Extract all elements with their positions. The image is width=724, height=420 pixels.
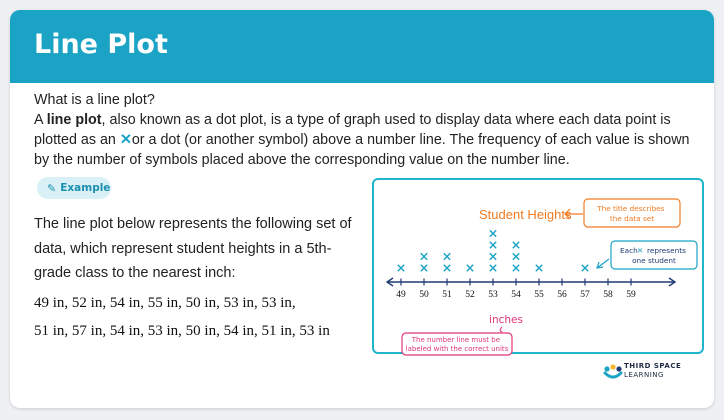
plot-cross-mark xyxy=(490,265,496,271)
line-plot-svg xyxy=(374,180,706,356)
tick-labels xyxy=(396,290,636,300)
tick-label: 50 xyxy=(419,290,429,300)
title-arrow xyxy=(565,209,583,219)
brand-line-1: THIRD SPACE xyxy=(624,362,682,370)
third-space-logo-icon xyxy=(603,361,623,381)
symbol-note: Each ✕ represents one student xyxy=(620,246,686,265)
plot-cross-mark xyxy=(444,253,450,259)
plot-cross-mark xyxy=(513,265,519,271)
brand-wordmark xyxy=(624,362,681,380)
plot-crosses xyxy=(398,230,588,271)
tick-label: 55 xyxy=(534,290,544,300)
intro-text xyxy=(34,90,699,170)
example-description: The line plot below represents the following set of data, which represent student heights in a 5th-grade class to the nearest inch: xyxy=(34,216,352,281)
plot-cross-mark xyxy=(513,242,519,248)
plot-cross-mark xyxy=(536,265,542,271)
data-line-1: 49 in, 52 in, 54 in, 55 in, 50 in, 53 in, 53 in, xyxy=(34,295,296,311)
definition-term: line plot xyxy=(46,112,102,128)
plot-cross-mark xyxy=(490,230,496,236)
tick-label: 49 xyxy=(396,290,406,300)
page-title: Line Plot xyxy=(34,29,168,60)
cross-icon: ✕ xyxy=(637,246,644,255)
data-line-2: 51 in, 57 in, 54 in, 53 in, 50 in, 54 in, 51 in, 53 in xyxy=(34,323,330,339)
tick-label: 57 xyxy=(580,290,590,300)
tick-label: 54 xyxy=(511,290,521,300)
definition-prefix: A xyxy=(34,112,47,128)
definition-middle: , also known as a dot plot, is a type of graph used to display data where each data point is plotted as an xyxy=(34,112,671,148)
plot-cross-mark xyxy=(582,265,588,271)
line-plot-figure xyxy=(372,178,704,354)
tick-label: 56 xyxy=(557,290,567,300)
tick-label: 53 xyxy=(488,290,498,300)
plot-cross-mark xyxy=(421,253,427,259)
tick-label: 58 xyxy=(603,290,613,300)
tick-label: 51 xyxy=(442,290,452,300)
title-note: The title describes the data set xyxy=(597,204,665,223)
pencil-icon: ✎ xyxy=(47,181,57,195)
tick-label: 59 xyxy=(626,290,636,300)
brand-line-2: LEARNING xyxy=(624,371,664,379)
intro-question: What is a line plot? xyxy=(34,92,155,108)
plot-cross-mark xyxy=(421,265,427,271)
number-line xyxy=(387,278,675,286)
brand-logo xyxy=(603,361,713,391)
plot-cross-mark xyxy=(513,253,519,259)
plot-cross-mark xyxy=(490,253,496,259)
symbol-note-arrow xyxy=(597,259,609,268)
lesson-card xyxy=(10,10,714,408)
header-banner xyxy=(10,10,714,83)
definition-suffix: or a dot (or another symbol) above a number line. The frequency of each value is shown by the number of symbols placed above the corresponding value on the number line. xyxy=(34,132,690,168)
example-label: Example xyxy=(60,182,111,194)
tick-label: 52 xyxy=(465,290,475,300)
plot-cross-mark xyxy=(444,265,450,271)
plot-cross-mark xyxy=(398,265,404,271)
plot-cross-mark xyxy=(467,265,473,271)
example-badge xyxy=(37,177,111,199)
plot-cross-mark xyxy=(490,242,496,248)
chart-title: Student Heights xyxy=(479,207,572,222)
axis-note: The number line must be labeled with the correct units xyxy=(405,336,509,353)
x-axis-label: inches xyxy=(489,314,523,326)
intro-definition xyxy=(34,110,699,170)
cross-icon: ✕ xyxy=(119,132,132,148)
axis-note-connector xyxy=(500,327,502,332)
